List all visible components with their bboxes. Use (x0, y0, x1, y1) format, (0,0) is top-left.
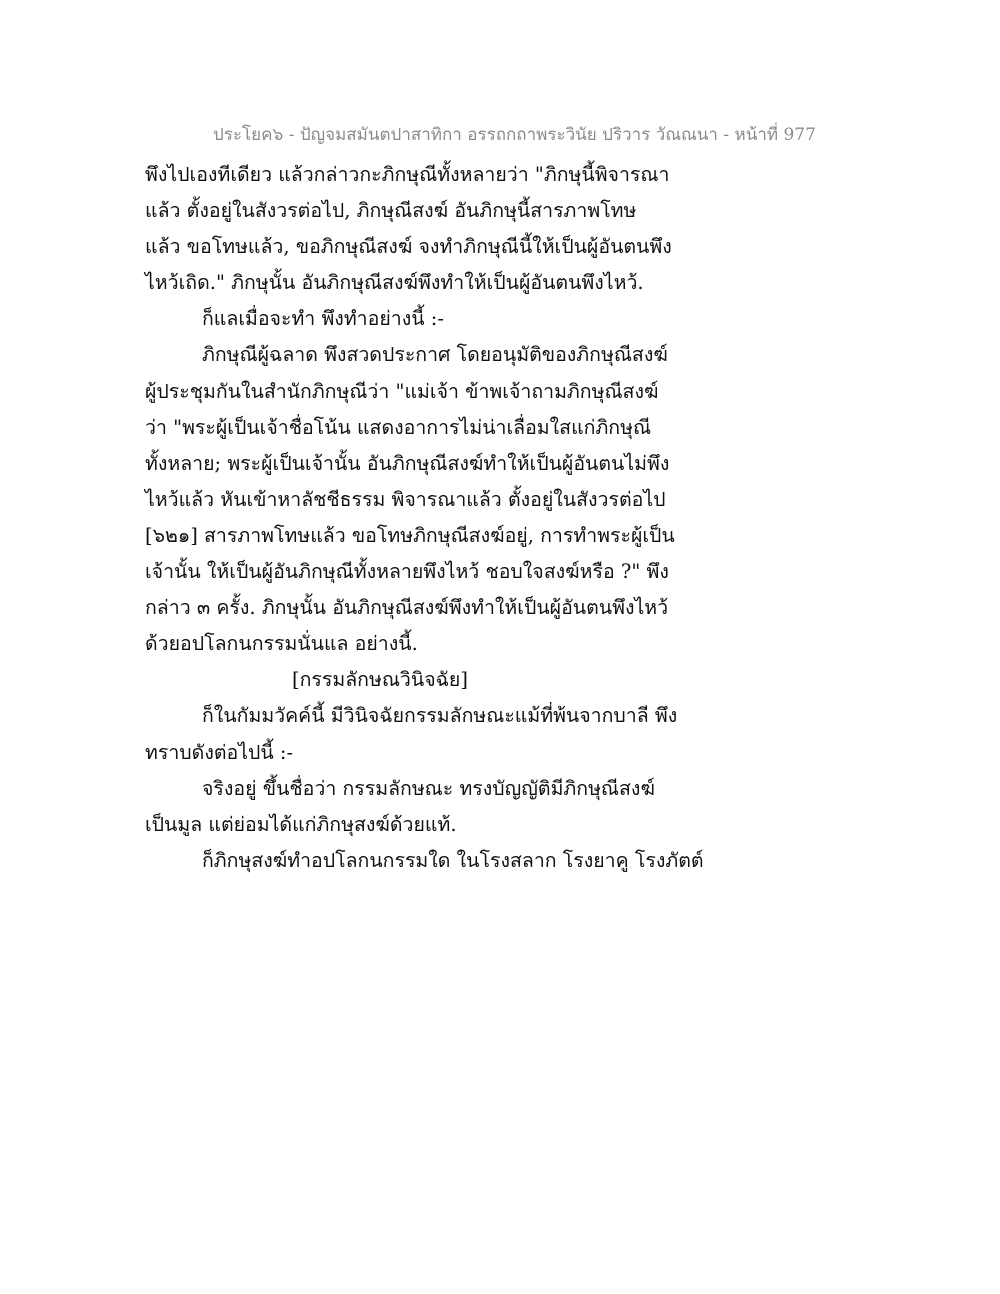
text-line: ไหว้แล้ว หันเข้าหาลัชชีธรรม พิจารณาแล้ว ตั้งอยู่ในสังวรต่อไป (145, 487, 666, 511)
text-line: แล้ว ขอโทษแล้ว, ขอภิกษุณีสงฆ์ จงทำภิกษุณีนี้ให้เป็นผู้อันตนพึง (145, 235, 672, 259)
paragraph-start: จริงอยู่ ขึ้นชื่อว่า กรรมลักษณะ ทรงบัญญัติมีภิกษุณีสงฆ์ (202, 776, 655, 800)
text-line: เป็นมูล แต่ย่อมได้แก่ภิกษุสงฆ์ด้วยแท้. (145, 812, 457, 836)
text-line: ทราบดังต่อไปนี้ :- (145, 740, 294, 764)
text-line: ผู้ประชุมกันในสำนักภิกษุณีว่า "แม่เจ้า ข้าพเจ้าถามภิกษุณีสงฆ์ (145, 379, 659, 403)
paragraph-start: ก็ภิกษุสงฆ์ทำอปโลกนกรรมใด ในโรงสลาก โรงยาคู โรงภัตต์ (202, 848, 704, 872)
text-line: ว่า "พระผู้เป็นเจ้าชื่อโน้น แสดงอาการไม่น่าเลื่อมใสแก่ภิกษุณี (145, 415, 652, 439)
running-header: ประโยค๖ - ปัญจมสมันตปาสาทิกา อรรถกถาพระวินัย ปริวาร วัณณนา - หน้าที่ 977 (213, 125, 816, 145)
text-line: กล่าว ๓ ครั้ง. ภิกษุนั้น อันภิกษุณีสงฆ์พึงทำให้เป็นผู้อันตนพึงไหว้ (145, 596, 669, 620)
paragraph-start: ก็แลเมื่อจะทำ พึงทำอย่างนี้ :- (202, 307, 444, 331)
text-line: เจ้านั้น ให้เป็นผู้อันภิกษุณีทั้งหลายพึงไหว้ ชอบใจสงฆ์หรือ ?" พึง (145, 560, 669, 584)
paragraph-start: ภิกษุณีผู้ฉลาด พึงสวดประกาศ โดยอนุมัติของภิกษุณีสงฆ์ (202, 343, 668, 367)
text-line: ทั้งหลาย; พระผู้เป็นเจ้านั้น อันภิกษุณีสงฆ์ทำให้เป็นผู้อันตนไม่พึง (145, 451, 670, 475)
section-heading: [กรรมลักษณวินิจฉัย] (292, 668, 468, 692)
body-text (145, 157, 705, 879)
paragraph-start: ก็ในกัมมวัคค์นี้ มีวินิจฉัยกรรมลักษณะแม้ที่พ้นจากบาลี พึง (202, 704, 678, 728)
text-line: [๖๒๑] สารภาพโทษแล้ว ขอโทษภิกษุณีสงฆ์อยู่, การทำพระผู้เป็น (145, 523, 675, 547)
text-line: แล้ว ตั้งอยู่ในสังวรต่อไป, ภิกษุณีสงฆ์ อันภิกษุนี้สารภาพโทษ (145, 199, 637, 223)
text-line: ด้วยอปโลกนกรรมนั่นแล อย่างนี้. (145, 632, 418, 656)
text-line: ไหว้เถิด." ภิกษุนั้น อันภิกษุณีสงฆ์พึงทำให้เป็นผู้อันตนพึงไหว้. (145, 271, 644, 295)
text-line: พึงไปเองทีเดียว แล้วกล่าวกะภิกษุณีทั้งหลายว่า "ภิกษุนี้พิจารณา (145, 163, 670, 186)
